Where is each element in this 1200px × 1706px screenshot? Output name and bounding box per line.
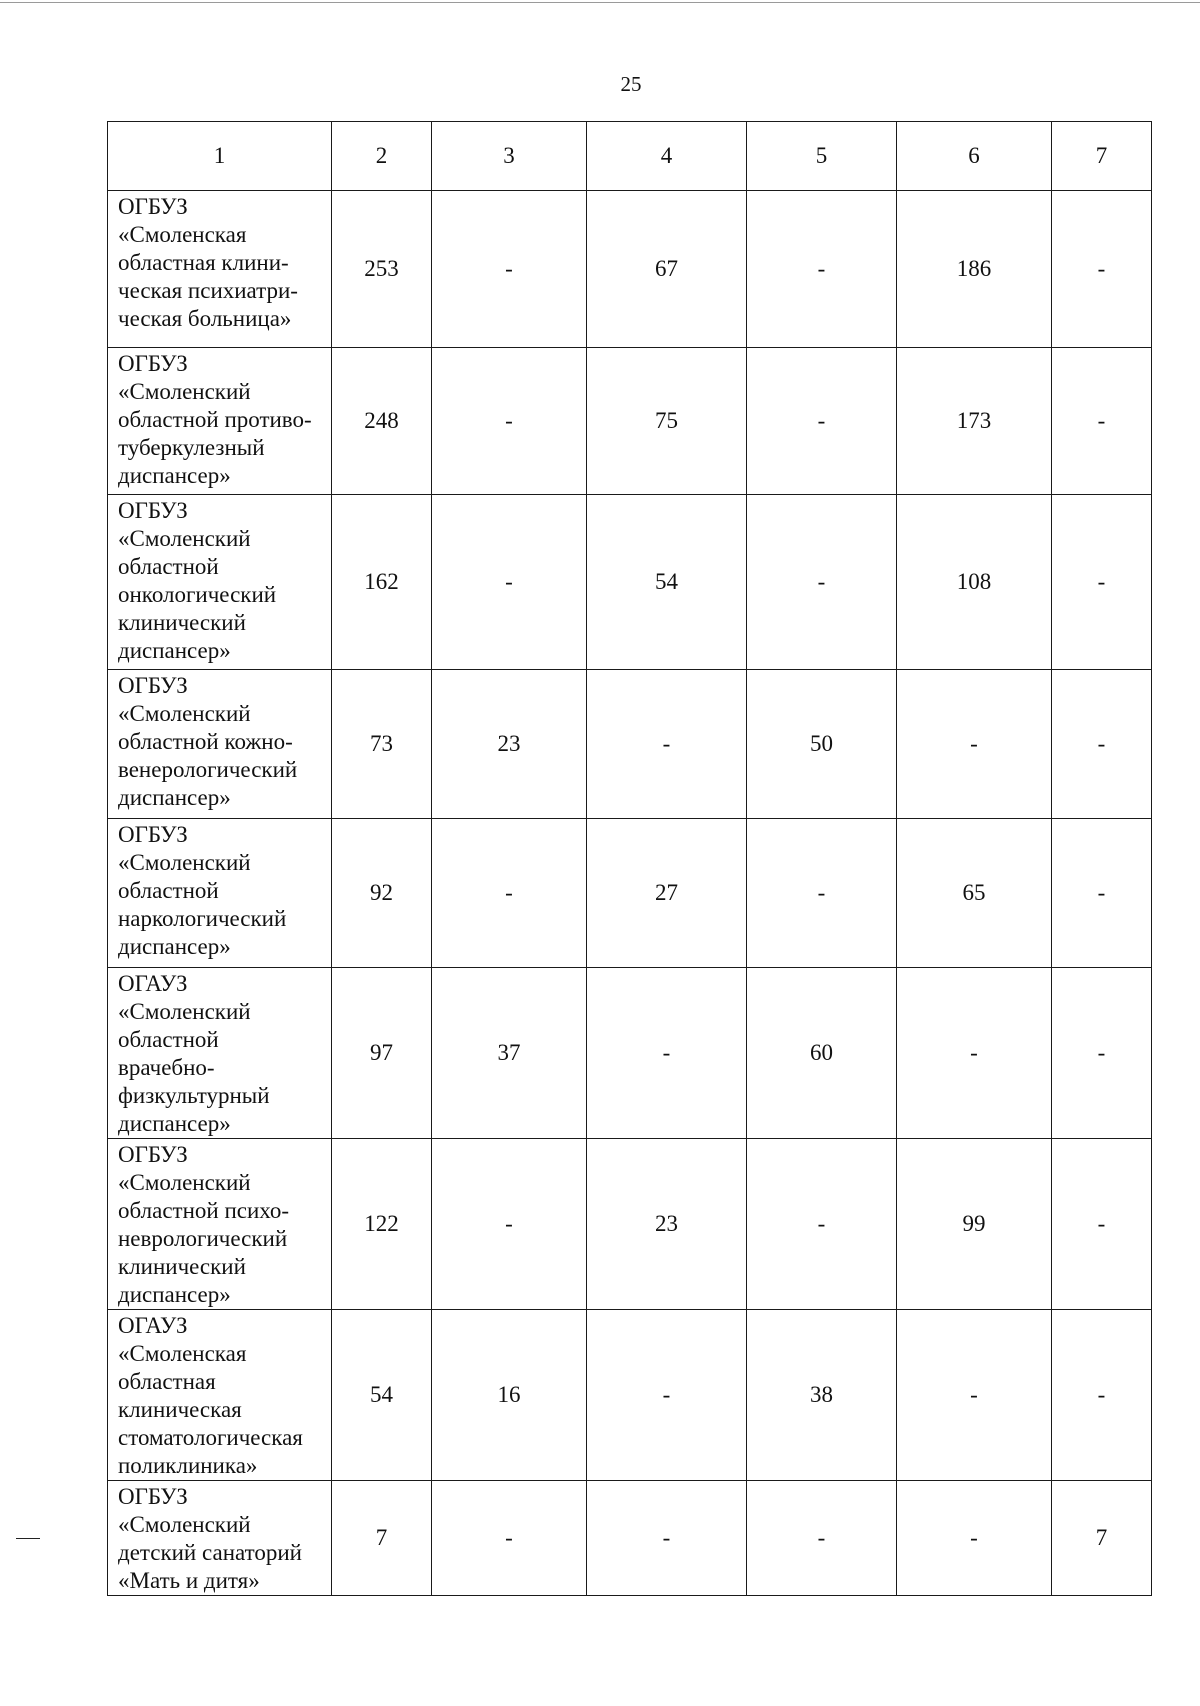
value-cell-col-4: -: [587, 670, 747, 819]
value-cell-col-7: -: [1052, 1310, 1152, 1481]
value-cell-col-5: -: [747, 1481, 897, 1596]
institution-name-line: ческая психиатри-: [118, 278, 298, 303]
institution-name-line: ческая больница»: [118, 306, 292, 331]
institution-name-cell: [108, 1310, 332, 1481]
institution-name-line: «Смоленский: [118, 850, 251, 875]
institution-name-cell: [108, 1481, 332, 1596]
top-rule: [0, 2, 1200, 3]
value-cell-col-4: 67: [587, 191, 747, 348]
table-row: [108, 348, 1152, 495]
institution-name-line: областная: [118, 1369, 216, 1394]
institution-name-line: клинический: [118, 1254, 246, 1279]
table-row: [108, 670, 1152, 819]
value-cell-col-3: 37: [432, 968, 587, 1139]
institution-name-line: стоматологическая: [118, 1425, 303, 1450]
table-row: [108, 1481, 1152, 1596]
value-cell-col-4: -: [587, 968, 747, 1139]
value-cell-col-3: -: [432, 348, 587, 495]
institution-name-line: диспансер»: [118, 1282, 231, 1307]
institution-name-line: «Смоленский: [118, 1170, 251, 1195]
institution-name-line: диспансер»: [118, 463, 231, 488]
institution-name-line: поликлиника»: [118, 1453, 258, 1478]
value-cell-col-6: 65: [897, 819, 1052, 968]
value-cell-col-4: -: [587, 1481, 747, 1596]
institution-name-line: ОГАУЗ: [118, 971, 188, 996]
institution-name-line: «Смоленский: [118, 526, 251, 551]
value-cell-col-5: -: [747, 348, 897, 495]
institution-name-line: детский санаторий: [118, 1540, 302, 1565]
institution-name-line: «Смоленский: [118, 999, 251, 1024]
institution-name-line: венерологический: [118, 757, 298, 782]
institution-name-line: областной психо-: [118, 1198, 290, 1223]
value-cell-col-7: -: [1052, 1139, 1152, 1310]
value-cell-col-2: 122: [332, 1139, 432, 1310]
value-cell-col-6: -: [897, 670, 1052, 819]
institution-name-line: клинический: [118, 610, 246, 635]
value-cell-col-5: 50: [747, 670, 897, 819]
value-cell-col-4: 23: [587, 1139, 747, 1310]
value-cell-col-2: 253: [332, 191, 432, 348]
value-cell-col-7: -: [1052, 191, 1152, 348]
value-cell-col-6: -: [897, 1481, 1052, 1596]
institution-name-line: диспансер»: [118, 785, 231, 810]
value-cell-col-4: 75: [587, 348, 747, 495]
header-cell-2: 2: [332, 122, 432, 191]
value-cell-col-3: 23: [432, 670, 587, 819]
value-cell-col-4: 27: [587, 819, 747, 968]
institution-name-cell: [108, 1139, 332, 1310]
institution-name-cell: [108, 348, 332, 495]
value-cell-col-2: 162: [332, 495, 432, 670]
institution-name-line: областная клини-: [118, 250, 289, 275]
institution-name-line: диспансер»: [118, 934, 231, 959]
value-cell-col-3: -: [432, 495, 587, 670]
value-cell-col-7: 7: [1052, 1481, 1152, 1596]
header-cell-6: 6: [897, 122, 1052, 191]
value-cell-col-5: -: [747, 1139, 897, 1310]
institution-name-line: «Смоленская: [118, 1341, 247, 1366]
institution-name-line: «Мать и дитя»: [118, 1568, 260, 1593]
value-cell-col-2: 97: [332, 968, 432, 1139]
institution-name-line: ОГБУЗ: [118, 498, 188, 523]
value-cell-col-5: 38: [747, 1310, 897, 1481]
institution-name-line: «Смоленский: [118, 701, 251, 726]
institution-name-cell: [108, 968, 332, 1139]
institution-name-line: ОГБУЗ: [118, 673, 188, 698]
value-cell-col-7: -: [1052, 968, 1152, 1139]
institution-name-line: клиническая: [118, 1397, 242, 1422]
institution-name-line: неврологический: [118, 1226, 288, 1251]
institution-name-line: наркологический: [118, 906, 287, 931]
table-row: [108, 495, 1152, 670]
institution-name-line: областной кожно-: [118, 729, 293, 754]
institution-name-cell: [108, 670, 332, 819]
institution-name-line: физкультурный: [118, 1083, 270, 1108]
institution-name-line: областной противо-: [118, 407, 312, 432]
header-cell-7: 7: [1052, 122, 1152, 191]
header-cell-1: 1: [108, 122, 332, 191]
value-cell-col-6: 108: [897, 495, 1052, 670]
institution-name-line: ОГБУЗ: [118, 1484, 188, 1509]
institution-name-line: областной: [118, 554, 219, 579]
value-cell-col-6: 173: [897, 348, 1052, 495]
value-cell-col-6: 99: [897, 1139, 1052, 1310]
value-cell-col-2: 7: [332, 1481, 432, 1596]
header-cell-5: 5: [747, 122, 897, 191]
value-cell-col-6: 186: [897, 191, 1052, 348]
institution-name-line: ОГБУЗ: [118, 194, 188, 219]
institution-name-line: «Смоленский: [118, 1512, 251, 1537]
value-cell-col-5: -: [747, 819, 897, 968]
value-cell-col-5: -: [747, 495, 897, 670]
table-container: [107, 121, 1152, 1596]
page-number: 25: [620, 72, 642, 96]
institution-name-cell: [108, 191, 332, 348]
value-cell-col-6: -: [897, 968, 1052, 1139]
table-row: [108, 1139, 1152, 1310]
value-cell-col-7: -: [1052, 495, 1152, 670]
institution-name-line: диспансер»: [118, 638, 231, 663]
value-cell-col-3: -: [432, 1139, 587, 1310]
institution-name-line: ОГБУЗ: [118, 1142, 188, 1167]
value-cell-col-7: -: [1052, 670, 1152, 819]
institution-name-line: туберкулезный: [118, 435, 265, 460]
institution-name-line: областной: [118, 878, 219, 903]
table-body: [108, 122, 1152, 1596]
value-cell-col-6: -: [897, 1310, 1052, 1481]
institution-name-line: диспансер»: [118, 1111, 231, 1136]
institution-name-line: областной: [118, 1027, 219, 1052]
value-cell-col-2: 54: [332, 1310, 432, 1481]
value-cell-col-3: -: [432, 819, 587, 968]
value-cell-col-7: -: [1052, 819, 1152, 968]
institution-name-line: ОГБУЗ: [118, 351, 188, 376]
institution-name-line: ОГАУЗ: [118, 1313, 188, 1338]
header-cell-4: 4: [587, 122, 747, 191]
table-row: [108, 968, 1152, 1139]
value-cell-col-2: 92: [332, 819, 432, 968]
value-cell-col-4: -: [587, 1310, 747, 1481]
value-cell-col-7: -: [1052, 348, 1152, 495]
institution-name-line: «Смоленский: [118, 379, 251, 404]
value-cell-col-3: -: [432, 1481, 587, 1596]
value-cell-col-2: 73: [332, 670, 432, 819]
institution-name-cell: [108, 495, 332, 670]
value-cell-col-2: 248: [332, 348, 432, 495]
institution-name-line: врачебно-: [118, 1055, 215, 1080]
value-cell-col-5: -: [747, 191, 897, 348]
value-cell-col-4: 54: [587, 495, 747, 670]
header-row: [108, 122, 1152, 191]
margin-mark: [16, 1538, 40, 1539]
data-table: [107, 121, 1152, 1596]
value-cell-col-3: 16: [432, 1310, 587, 1481]
table-row: [108, 819, 1152, 968]
header-cell-3: 3: [432, 122, 587, 191]
institution-name-line: ОГБУЗ: [118, 822, 188, 847]
institution-name-line: онкологический: [118, 582, 277, 607]
value-cell-col-5: 60: [747, 968, 897, 1139]
value-cell-col-3: -: [432, 191, 587, 348]
table-row: [108, 1310, 1152, 1481]
table-row: [108, 191, 1152, 348]
institution-name-cell: [108, 819, 332, 968]
institution-name-line: «Смоленская: [118, 222, 247, 247]
